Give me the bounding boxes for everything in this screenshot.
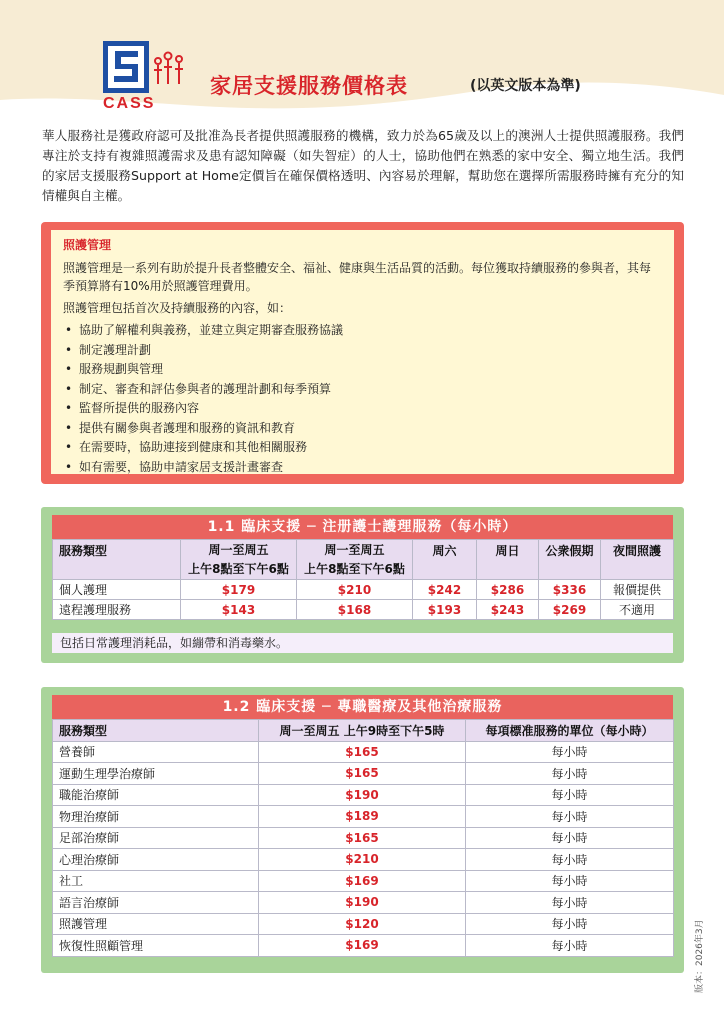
table-row (53, 806, 674, 828)
price-cell: $286 (477, 580, 539, 600)
nursing-price-table (52, 539, 674, 620)
price-cell: $165 (259, 763, 466, 785)
unit-cell: 每小時 (466, 806, 674, 828)
row-label: 語言治療師 (53, 892, 259, 914)
bullet-icon: • (65, 459, 73, 474)
allied-health-section (41, 687, 684, 973)
row-label: 個人護理 (53, 580, 181, 600)
col-header-weekday-1: 周一至周五 上午8點至下午6點 (181, 540, 297, 580)
price-cell: $210 (259, 849, 466, 871)
title-note: (以英文版本為準) (470, 78, 581, 94)
price-cell: $168 (297, 600, 413, 620)
row-label: 心理治療師 (53, 849, 259, 871)
bullet-icon: • (65, 440, 73, 454)
price-cell: $243 (477, 600, 539, 620)
col-header-sunday: 周日 (477, 540, 539, 580)
bullet-icon: • (65, 381, 73, 396)
table-row (53, 827, 674, 849)
price-cell: $210 (297, 580, 413, 600)
section-2-title: 1.2 臨床支援 ─ 專職醫療及其他治療服務 (52, 695, 673, 719)
table-row (53, 741, 674, 763)
unit-cell: 每小時 (466, 784, 674, 806)
unit-cell: 每小時 (466, 892, 674, 914)
list-item: • 協助了解權利與義務，並建立與定期審查服務協議 (63, 321, 662, 341)
bullet-icon: • (65, 401, 73, 415)
price-cell: $190 (259, 892, 466, 914)
unit-cell: 每小時 (466, 849, 674, 871)
row-label: 足部治療師 (53, 827, 259, 849)
row-label: 社工 (53, 870, 259, 892)
intro-paragraph: 華人服務社是獲政府認可及批准為長者提供照護服務的機構，致力於為65歲及以上的澳洲人士提供照護服務。我們專注於支持有複雜照護需求及患有認知障礙（如失智症）的人士，協助他們在熟悉的家中安全、獨立地生活。我們的家居支援服務Support at Home定價旨在確保價格透明、內容易於理解，幫助您在選擇所需服務時擁有充分的知情權與自主權。 (42, 128, 684, 203)
bullet-icon: • (65, 342, 73, 357)
version-text: 版本：2026年3月 (695, 919, 705, 993)
care-management-heading: 照護管理 (63, 238, 112, 252)
price-cell: $269 (539, 600, 601, 620)
table-row (53, 784, 674, 806)
col-header-type: 服務類型 (53, 720, 259, 742)
table-row (53, 600, 674, 620)
care-management-list (63, 321, 662, 477)
price-cell: $190 (259, 784, 466, 806)
allied-health-price-table (52, 719, 674, 957)
price-cell: $120 (259, 913, 466, 935)
care-management-content (51, 230, 674, 474)
table-row (53, 913, 674, 935)
version-label (686, 905, 716, 995)
svg-text:CASS: CASS (103, 95, 156, 112)
night-care-cell: 報價提供 (601, 580, 674, 600)
unit-cell: 每小時 (466, 870, 674, 892)
row-label: 營養師 (53, 741, 259, 763)
col-header-unit: 每項標准服務的單位（每小時） (466, 720, 674, 742)
night-care-cell: 不適用 (601, 600, 674, 620)
table-row (53, 870, 674, 892)
page-title: 家居支援服務價格表 (210, 74, 408, 98)
list-item: • 提供有關參與者護理和服務的資訊和教育 (63, 419, 662, 439)
table-header-row (53, 540, 674, 580)
bullet-icon: • (65, 323, 73, 337)
care-management-intro: 照護管理包括首次及持續服務的內容，如： (63, 301, 292, 315)
table-row (53, 849, 674, 871)
bullet-icon: • (65, 362, 73, 376)
col-header-weekday-2: 周一至周五 上午8點至下午6點 (297, 540, 413, 580)
row-label: 職能治療師 (53, 784, 259, 806)
col-header-saturday: 周六 (413, 540, 477, 580)
list-item: • 制定、審查和評估參與者的護理計劃和每季預算 (63, 380, 662, 400)
table-header-row (53, 720, 674, 742)
unit-cell: 每小時 (466, 913, 674, 935)
unit-cell: 每小時 (466, 763, 674, 785)
col-header-night-care: 夜間照護 (601, 540, 674, 580)
table-row (53, 935, 674, 957)
bullet-icon: • (65, 420, 73, 435)
table-row (53, 892, 674, 914)
care-management-description: 照護管理是一系列有助於提升長者整體安全、福祉、健康與生活品質的活動。每位獲取持續服務的參與者，其每季預算將有10%用於照護管理費用。 (63, 261, 652, 293)
price-cell: $169 (259, 870, 466, 892)
price-cell: $193 (413, 600, 477, 620)
price-cell: $336 (539, 580, 601, 600)
price-cell: $242 (413, 580, 477, 600)
unit-cell: 每小時 (466, 827, 674, 849)
section-1-note: 包括日常護理消耗品，如繃帶和消毒藥水。 (52, 633, 673, 653)
price-cell: $169 (259, 935, 466, 957)
row-label: 遠程護理服務 (53, 600, 181, 620)
section-1-title: 1.1 臨床支援 ─ 注册護士護理服務（每小時） (52, 515, 673, 539)
care-management-box (41, 222, 684, 484)
nursing-services-section (41, 507, 684, 663)
unit-cell: 每小時 (466, 741, 674, 763)
price-cell: $165 (259, 741, 466, 763)
price-cell: $143 (181, 600, 297, 620)
cass-logo (101, 40, 193, 112)
list-item: • 制定護理計劃 (63, 341, 662, 361)
row-label: 物理治療師 (53, 806, 259, 828)
table-row (53, 763, 674, 785)
list-item: • 監督所提供的服務內容 (63, 399, 662, 419)
col-header-public-holiday: 公衆假期 (539, 540, 601, 580)
list-item: • 如有需要，協助申請家居支援計畫審查 (63, 458, 662, 478)
unit-cell: 每小時 (466, 935, 674, 957)
row-label: 運動生理學治療師 (53, 763, 259, 785)
table-row (53, 580, 674, 600)
price-cell: $179 (181, 580, 297, 600)
col-header-weekday: 周一至周五 上午9時至下午5時 (259, 720, 466, 742)
row-label: 照護管理 (53, 913, 259, 935)
price-cell: $165 (259, 827, 466, 849)
list-item: • 服務規劃與管理 (63, 360, 662, 380)
col-header-type: 服務類型 (53, 540, 181, 580)
price-cell: $189 (259, 806, 466, 828)
row-label: 恢復性照顧管理 (53, 935, 259, 957)
list-item: • 在需要時，協助連接到健康和其他相關服務 (63, 438, 662, 458)
